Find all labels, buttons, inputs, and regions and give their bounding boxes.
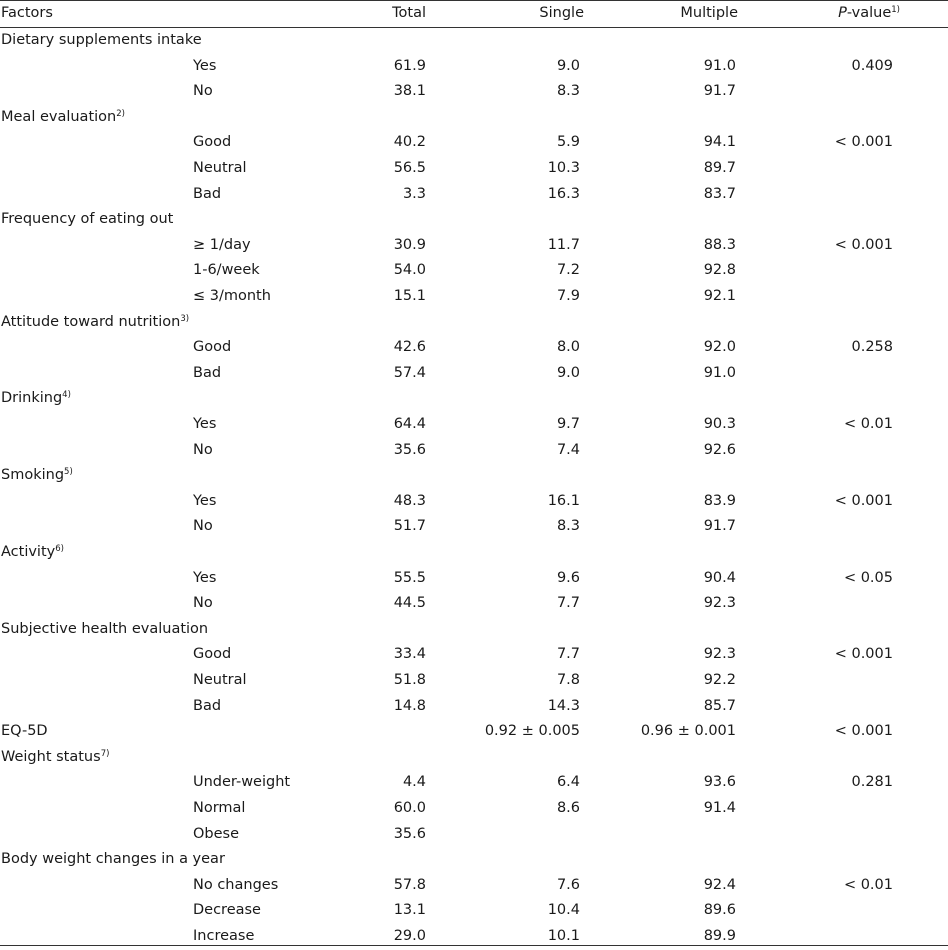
single-cell: 7.7 [556, 595, 580, 612]
p-value-cell [790, 796, 893, 822]
factor-label [1, 540, 64, 566]
total-cell [340, 207, 426, 233]
total-cell: 55.5 [393, 569, 426, 586]
total-cell: 38.1 [393, 83, 426, 100]
multiple-cell: 92.2 [703, 672, 736, 688]
level-cell: No [193, 595, 213, 612]
total-cell: 54.0 [393, 262, 426, 279]
factor-text: Smoking [1, 467, 65, 484]
level-cell: Yes [193, 416, 217, 432]
single-cell: 9.0 [556, 57, 580, 74]
total-cell: 51.7 [393, 518, 426, 535]
total-cell: 44.5 [393, 595, 426, 612]
p-value-cell [790, 284, 893, 310]
total-cell: 56.5 [393, 160, 426, 176]
single-cell: 7.2 [556, 262, 580, 279]
p-value-cell: 0.281 [851, 774, 893, 791]
factor-text: Activity [1, 544, 56, 560]
p-value-cell [790, 591, 893, 617]
multiple-cell: 91.7 [703, 83, 736, 100]
table-row [0, 489, 948, 515]
level-cell: No [193, 83, 213, 100]
p-value-cell [790, 361, 893, 387]
multiple-cell: 88.3 [703, 236, 736, 253]
single-cell: 8.3 [556, 518, 580, 535]
header-p-footnote: 1) [891, 5, 900, 15]
p-value-cell [790, 847, 893, 873]
level-cell: Yes [193, 492, 217, 509]
table-row [0, 873, 948, 899]
multiple-cell: 89.9 [703, 928, 736, 944]
header-single: Single [539, 5, 584, 21]
header-factors: Factors [1, 5, 53, 21]
level-cell: Good [193, 339, 232, 356]
factor-row [0, 28, 948, 54]
single-cell: 14.3 [547, 697, 580, 714]
total-cell [340, 310, 426, 336]
multiple-cell: 83.7 [703, 185, 736, 202]
total-cell: 13.1 [393, 902, 426, 919]
single-cell: 7.4 [556, 441, 580, 458]
table-row [0, 566, 948, 592]
p-value-cell: 0.409 [851, 57, 893, 74]
factor-row [0, 617, 948, 643]
header-total: Total [392, 5, 426, 21]
factor-label [1, 617, 208, 643]
p-value-cell [790, 540, 893, 566]
single-cell [480, 745, 580, 771]
single-cell: 0.92 ± 0.005 [484, 723, 580, 740]
total-cell [340, 847, 426, 873]
multiple-cell [640, 28, 736, 54]
level-cell: ≤ 3/month [193, 288, 271, 304]
p-value-cell: 0.258 [851, 339, 893, 356]
factor-label [1, 463, 73, 489]
multiple-cell: 93.6 [703, 774, 736, 791]
single-cell: 8.3 [556, 83, 580, 100]
single-cell [480, 28, 580, 54]
multiple-cell: 92.8 [703, 262, 736, 279]
multiple-cell: 89.7 [703, 160, 736, 176]
level-cell: ≥ 1/day [193, 236, 251, 253]
single-cell: 5.9 [556, 134, 580, 151]
p-value-cell: < 0.001 [834, 646, 893, 663]
p-value-cell [790, 182, 893, 208]
table-row [0, 822, 948, 848]
p-value-cell [790, 156, 893, 182]
factor-footnote: 6) [55, 544, 64, 554]
single-cell: 10.1 [547, 928, 580, 944]
single-cell [480, 540, 580, 566]
multiple-cell: 90.3 [703, 416, 736, 432]
p-value-cell [790, 745, 893, 771]
multiple-cell [640, 745, 736, 771]
total-cell: 40.2 [393, 134, 426, 151]
single-cell [480, 617, 580, 643]
level-cell: Under-weight [193, 774, 291, 791]
single-cell [480, 105, 580, 131]
factor-text: Meal evaluation [1, 108, 117, 125]
level-cell: Bad [193, 697, 222, 714]
header-p-italic: P [838, 5, 847, 21]
p-value-cell: < 0.001 [834, 236, 893, 253]
total-cell: 29.0 [393, 928, 426, 944]
header-multiple: Multiple [680, 5, 738, 21]
factor-row [0, 463, 948, 489]
level-cell: Obese [193, 825, 240, 842]
single-cell: 7.7 [556, 646, 580, 663]
factor-label [1, 310, 189, 336]
single-cell [480, 822, 580, 848]
level-cell: 1-6/week [193, 262, 260, 279]
total-cell: 42.6 [393, 339, 426, 356]
p-value-cell [790, 386, 893, 412]
p-value-cell [790, 207, 893, 233]
factor-label [1, 207, 173, 233]
single-cell [480, 463, 580, 489]
total-cell [340, 463, 426, 489]
multiple-cell: 83.9 [703, 492, 736, 509]
total-cell: 30.9 [393, 236, 426, 253]
multiple-cell: 92.3 [703, 646, 736, 663]
total-cell [340, 540, 426, 566]
table-row [0, 335, 948, 361]
level-cell: Bad [193, 364, 222, 381]
multiple-cell [640, 105, 736, 131]
factor-footnote: 3) [180, 313, 190, 324]
single-cell: 7.6 [556, 876, 580, 893]
factor-text: Frequency of eating out [1, 211, 174, 228]
p-value-cell [790, 310, 893, 336]
p-value-cell [790, 463, 893, 489]
p-value-cell: < 0.001 [834, 723, 893, 740]
multiple-cell: 85.7 [703, 697, 736, 714]
multiple-cell: 92.3 [703, 595, 736, 612]
total-cell: 15.1 [393, 288, 426, 304]
p-value-cell [790, 438, 893, 464]
multiple-cell [640, 310, 736, 336]
p-value-cell [790, 79, 893, 105]
table-row [0, 182, 948, 208]
multiple-cell [640, 386, 736, 412]
factor-footnote: 4) [62, 390, 71, 401]
p-value-cell: < 0.001 [834, 134, 893, 151]
factor-label [1, 719, 48, 745]
p-value-cell: < 0.05 [843, 569, 893, 586]
p-value-cell: < 0.01 [843, 416, 893, 432]
level-cell: Normal [193, 800, 246, 816]
total-cell [340, 719, 426, 745]
p-value-cell [790, 514, 893, 540]
table-row [0, 361, 948, 387]
factor-text: Weight status [1, 748, 101, 765]
total-cell [340, 386, 426, 412]
table-row [0, 438, 948, 464]
multiple-cell: 91.0 [703, 364, 736, 381]
table-row [0, 514, 948, 540]
level-cell: No changes [193, 876, 279, 893]
p-value-cell: < 0.01 [843, 876, 893, 893]
single-cell: 9.7 [556, 416, 580, 432]
factor-row [0, 540, 948, 566]
multiple-cell: 92.4 [703, 876, 736, 893]
multiple-cell: 91.4 [703, 800, 736, 816]
multiple-cell: 89.6 [703, 902, 736, 919]
single-cell: 16.1 [547, 492, 580, 509]
table-header [0, 1, 948, 27]
factor-label [1, 745, 109, 771]
header-p-value [790, 1, 900, 27]
table-row [0, 233, 948, 259]
p-value-cell [790, 617, 893, 643]
level-cell: Yes [193, 569, 217, 586]
factor-footnote: 5) [64, 467, 73, 478]
table-row [0, 412, 948, 438]
table-row [0, 668, 948, 694]
factor-label [1, 386, 71, 412]
total-cell: 51.8 [393, 672, 426, 688]
level-cell: Yes [193, 57, 217, 74]
factor-text: Drinking [1, 390, 63, 407]
multiple-cell [640, 207, 736, 233]
multiple-cell: 92.6 [703, 441, 736, 458]
single-cell: 8.0 [556, 339, 580, 356]
p-value-cell [790, 822, 893, 848]
single-cell: 7.8 [556, 672, 580, 688]
total-cell: 35.6 [393, 825, 426, 842]
single-cell: 10.4 [547, 902, 580, 919]
total-cell [340, 617, 426, 643]
factor-label [1, 105, 125, 131]
total-cell: 35.6 [393, 441, 426, 458]
total-cell [340, 28, 426, 54]
multiple-cell: 91.7 [703, 518, 736, 535]
table-row [0, 898, 948, 924]
table-row [0, 284, 948, 310]
p-value-cell [790, 898, 893, 924]
factor-footnote: 7) [100, 748, 110, 759]
total-cell: 57.8 [393, 876, 426, 893]
total-cell [340, 105, 426, 131]
p-value-cell [790, 258, 893, 284]
table-row [0, 642, 948, 668]
p-value-cell [790, 668, 893, 694]
single-cell: 9.0 [556, 364, 580, 381]
p-value-cell [790, 28, 893, 54]
level-cell: Bad [193, 185, 222, 202]
factor-text: Attitude toward nutrition [1, 313, 181, 330]
factor-text: Dietary supplements intake [1, 32, 202, 48]
table-row [0, 156, 948, 182]
factor-row [0, 719, 948, 745]
total-cell: 61.9 [393, 57, 426, 74]
total-cell: 57.4 [393, 364, 426, 381]
single-cell: 6.4 [556, 774, 580, 791]
total-cell: 33.4 [393, 646, 426, 663]
level-cell: No [193, 441, 213, 458]
level-cell: No [193, 518, 213, 535]
factor-row [0, 386, 948, 412]
table-row [0, 796, 948, 822]
table-row [0, 54, 948, 80]
single-cell [480, 386, 580, 412]
total-cell: 48.3 [393, 492, 426, 509]
table-row [0, 591, 948, 617]
multiple-cell: 0.96 ± 0.001 [640, 723, 736, 740]
single-cell: 11.7 [547, 236, 580, 253]
factor-row [0, 207, 948, 233]
level-cell: Decrease [193, 902, 261, 919]
single-cell: 8.6 [556, 800, 580, 816]
single-cell: 10.3 [547, 160, 580, 176]
level-cell: Good [193, 646, 232, 663]
multiple-cell: 90.4 [703, 569, 736, 586]
multiple-cell [640, 540, 736, 566]
multiple-cell [640, 847, 736, 873]
multiple-cell: 92.0 [703, 339, 736, 356]
level-cell: Neutral [193, 672, 247, 688]
factor-row [0, 105, 948, 131]
single-cell [480, 207, 580, 233]
total-cell: 4.4 [402, 774, 426, 791]
multiple-cell: 94.1 [703, 134, 736, 151]
factor-row [0, 847, 948, 873]
multiple-cell: 92.1 [703, 288, 736, 304]
multiple-cell: 91.0 [703, 57, 736, 74]
multiple-cell [640, 822, 736, 848]
p-value-cell [790, 694, 893, 720]
factor-row [0, 745, 948, 771]
total-cell: 14.8 [393, 697, 426, 714]
factor-text: EQ-5D [1, 723, 48, 740]
table-row [0, 79, 948, 105]
level-cell: Good [193, 134, 232, 151]
total-cell: 64.4 [393, 416, 426, 432]
single-cell [480, 847, 580, 873]
level-cell: Neutral [193, 160, 247, 176]
factor-footnote: 2) [116, 108, 125, 119]
table-row [0, 258, 948, 284]
single-cell: 7.9 [556, 288, 580, 304]
multiple-cell [640, 463, 736, 489]
factor-label [1, 28, 202, 54]
single-cell [480, 310, 580, 336]
p-value-cell [790, 105, 893, 131]
total-cell: 3.3 [402, 185, 426, 202]
factor-row [0, 310, 948, 336]
table-bottom-rule [0, 945, 948, 946]
total-cell: 60.0 [393, 800, 426, 816]
multiple-cell [640, 617, 736, 643]
header-p-rest: -value [846, 5, 892, 21]
level-cell: Increase [193, 928, 255, 944]
single-cell: 16.3 [547, 185, 580, 202]
table-row [0, 694, 948, 720]
table-row [0, 770, 948, 796]
total-cell [340, 745, 426, 771]
factor-label [1, 847, 225, 873]
single-cell: 9.6 [556, 569, 580, 586]
p-value-cell: < 0.001 [834, 492, 893, 509]
factor-text: Subjective health evaluation [1, 620, 209, 637]
factor-text: Body weight changes in a year [1, 851, 225, 868]
table-row [0, 130, 948, 156]
